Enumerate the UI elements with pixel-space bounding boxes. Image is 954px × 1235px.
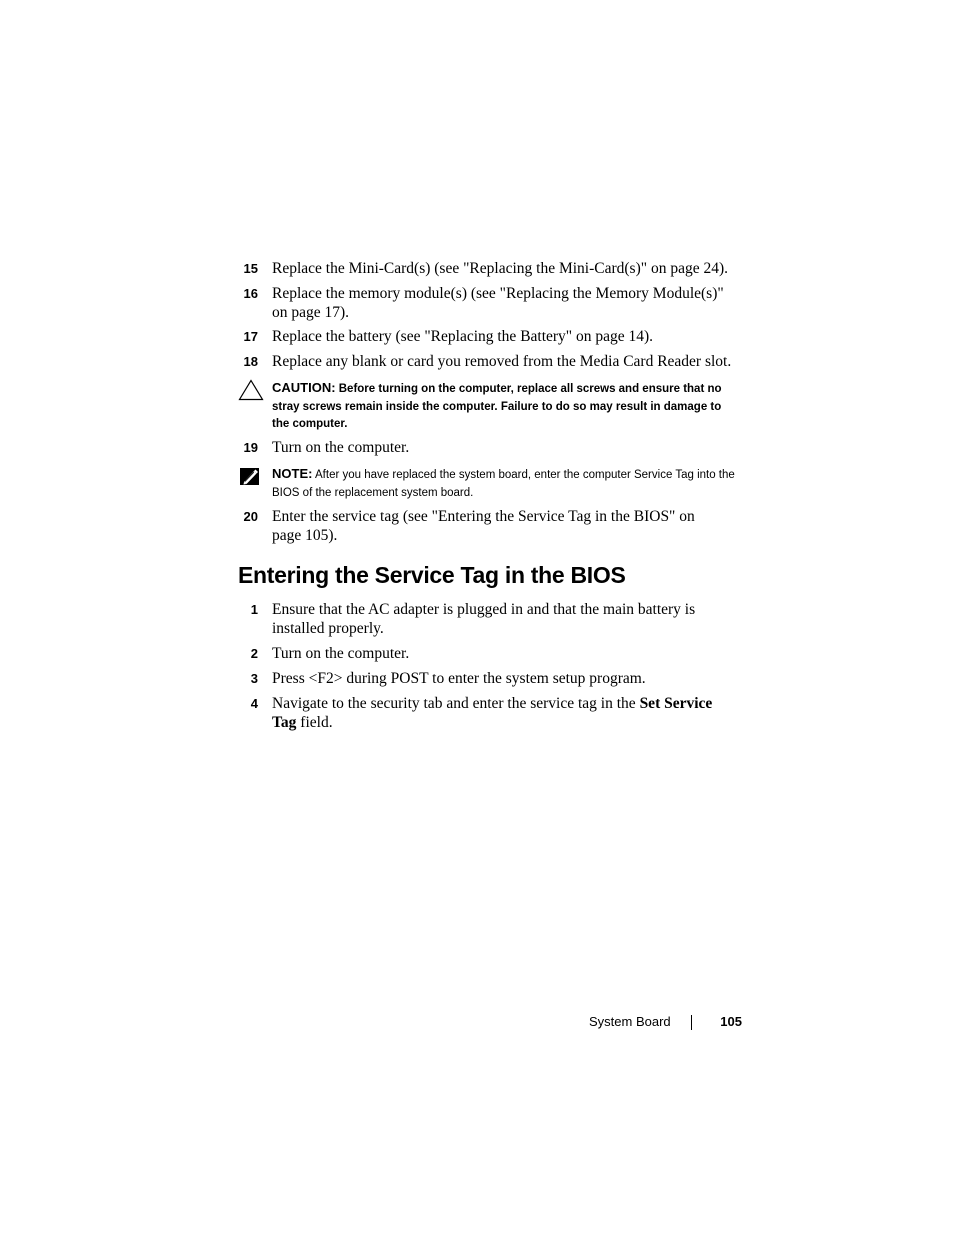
step-number: 3	[250, 671, 258, 686]
footer-divider	[691, 1015, 692, 1030]
step-text: Enter the service tag (see "Entering the Service Tag in the BIOS" on page 105).	[272, 508, 695, 544]
footer-section-title: System Board	[589, 1014, 671, 1029]
step-text: Replace the memory module(s) (see "Replacing the Memory Module(s)" on page 17).	[272, 285, 724, 321]
note-text: After you have replaced the system board, enter the computer Service Tag into the BIOS of the replacement system board.	[272, 469, 735, 499]
step-text: Turn on the computer.	[272, 645, 410, 662]
step-number: 1	[250, 602, 258, 617]
step-number: 17	[243, 329, 258, 344]
page-number: 105	[720, 1014, 742, 1029]
caution-label: CAUTION:	[272, 380, 336, 395]
step-number: 19	[243, 440, 258, 455]
caution-triangle-icon	[238, 379, 264, 406]
caution-text: Before turning on the computer, replace all screws and ensure that no stray screws remain inside the computer. Failure to do so may result in damage to the computer.	[272, 383, 722, 430]
step-text: Replace the battery (see "Replacing the Battery" on page 14).	[272, 328, 654, 345]
step-number: 16	[243, 286, 258, 301]
step-number: 15	[243, 261, 258, 276]
step-number: 18	[243, 354, 258, 369]
step-text: Press <F2> during POST to enter the system setup program.	[272, 670, 646, 687]
note-label: NOTE:	[272, 466, 313, 481]
step-text: Replace the Mini-Card(s) (see "Replacing the Mini-Card(s)" on page 24).	[272, 260, 728, 277]
step-text: Replace any blank or card you removed from the Media Card Reader slot.	[272, 353, 732, 370]
step-text-start: Navigate to the security tab and enter the service tag in the	[272, 695, 640, 712]
step-number: 4	[250, 696, 258, 711]
set-service-tag-field-name: Set Service Tag	[272, 695, 713, 731]
note-body	[272, 465, 738, 502]
step-number: 2	[250, 646, 258, 661]
page-footer	[560, 1014, 742, 1034]
step-text	[272, 695, 738, 732]
note-pencil-icon	[238, 465, 262, 492]
section-heading: Entering the Service Tag in the BIOS	[238, 562, 626, 588]
step-text-end: field.	[296, 713, 333, 731]
step-text: Turn on the computer.	[272, 439, 410, 456]
caution-body	[272, 379, 738, 434]
step-text: Ensure that the AC adapter is plugged in and that the main battery is installed properly.	[272, 601, 696, 637]
step-number: 20	[243, 509, 258, 524]
